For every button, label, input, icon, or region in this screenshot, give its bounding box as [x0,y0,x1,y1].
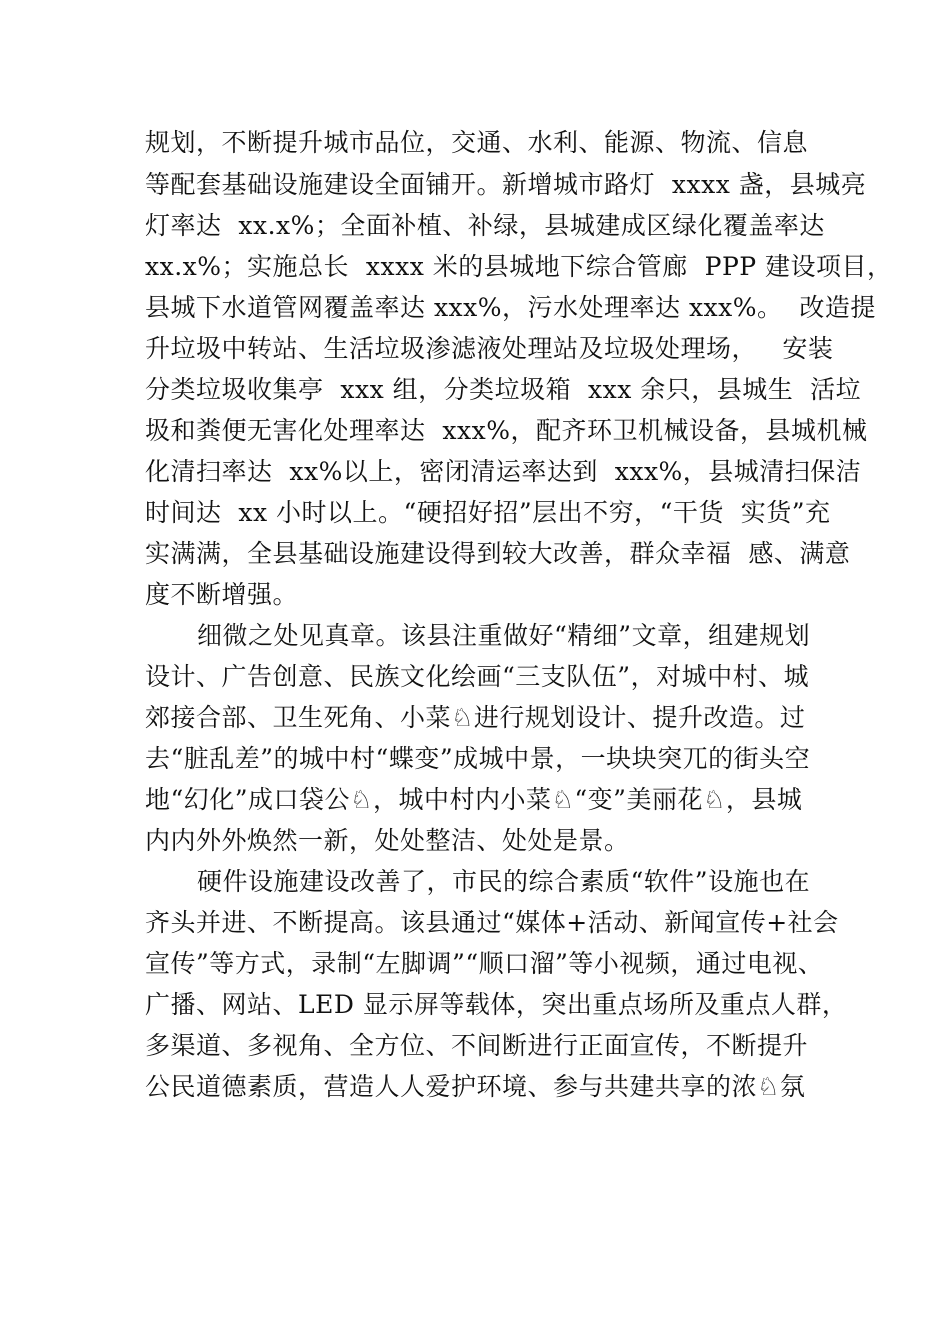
text-line: 广播、网站、LED 显示屏等载体，突出重点场所及重点人群， [145,990,848,1019]
text-line: xx.x%；实施总长 xxxx 米的县城地下综合管廊 PPP 建设项目， [145,252,893,281]
text-line: 升垃圾中转站、生活垃圾渗滤液处理站及垃圾处理场， 安装 [145,334,834,363]
text-line: 公民道德素质，营造人人爱护环境、参与共建共享的浓♘氛 [145,1072,806,1101]
text-line: 郊接合部、卫生死角、小菜♘进行规划设计、提升改造。过 [145,703,806,732]
text-line: 实满满，全县基础设施建设得到较大改善，群众幸福 感、满意 [145,539,851,568]
text-line: 规划，不断提升城市品位，交通、水利、能源、物流、信息 [145,128,809,157]
text-line: 县城下水道管网覆盖率达 xxx%，污水处理率达 xxx%。 改造提 [145,293,876,322]
text-line: 硬件设施建设改善了，市民的综合素质“软件”设施也在 [197,867,811,896]
text-line: 宣传”等方式，录制“左脚调”“顺口溜”等小视频，通过电视、 [145,949,824,978]
text-line: 多渠道、多视角、全方位、不间断进行正面宣传，不断提升 [145,1031,809,1060]
text-line: 齐头并进、不断提高。该县通过“媒体+活动、新闻宣传+社会 [145,908,839,937]
text-line: 时间达 xx 小时以上。“硬招好招”层出不穷，“干货 实货”充 [145,498,831,527]
text-line: 圾和粪便无害化处理率达 xxx%，配齐环卫机械设备，县城机械 [145,416,868,445]
text-line: 灯率达 xx.x%；全面补植、补绿，县城建成区绿化覆盖率达 [145,211,825,240]
text-line: 细微之处见真章。该县注重做好“精细”文章，组建规划 [197,621,811,650]
text-line: 度不断增强。 [145,580,299,609]
text-line: 内内外外焕然一新，处处整洁、处处是景。 [145,826,630,855]
text-line: 化清扫率达 xx%以上，密闭清运率达到 xxx%，县城清扫保洁 [145,457,862,486]
text-line: 地“幻化”成口袋公♘，城中村内小菜♘“变”美丽花♘，县城 [145,785,803,814]
text-line: 分类垃圾收集亭 xxx 组，分类垃圾箱 xxx 余只，县城生 活垃 [145,375,862,404]
text-line: 去“脏乱差”的城中村“蝶变”成城中景，一块块突兀的街头空 [145,744,811,773]
text-line: 设计、广告创意、民族文化绘画“三支队伍”，对城中村、城 [145,662,810,691]
text-line: 等配套基础设施建设全面铺开。新增城市路灯 xxxx 盏，县城亮 [145,170,867,199]
